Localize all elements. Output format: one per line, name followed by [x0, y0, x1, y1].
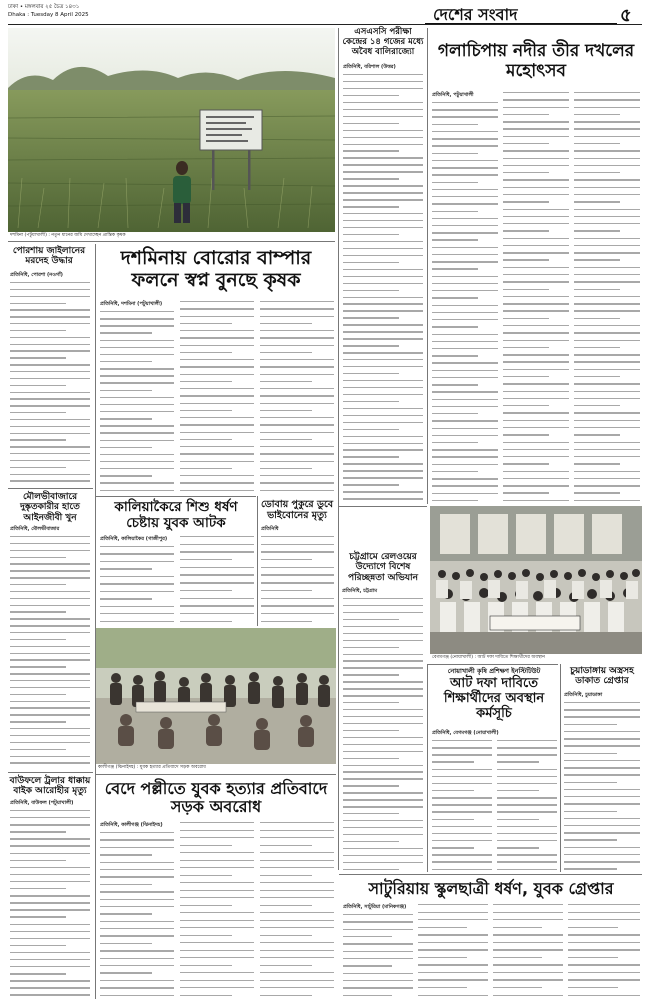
- road-blockade-photo: [96, 628, 336, 764]
- child-body-col2: [180, 536, 254, 622]
- satkhira-body-col3: [493, 904, 563, 996]
- river-byline: প্রতিনিধি, পটুয়াখালী: [432, 92, 474, 98]
- brief1-headline: পোরশায় জাইলানের মরদেহ উদ্ধার: [12, 246, 86, 267]
- exam-body: [343, 74, 423, 500]
- rail-headline: চট্টগ্রামে রেলওয়ের উদ্যোগে বিশেষ পরিচ্ছন্নতা অভিযান: [347, 552, 419, 583]
- farmer-body-col1: [100, 311, 174, 491]
- masthead-title: দেশের সংবাদ: [433, 5, 518, 24]
- brief1-byline: প্রতিনিধি, পোরশা (নওগাঁ): [10, 272, 63, 278]
- rail-byline: প্রতিনিধি, চট্টগ্রাম: [342, 588, 378, 594]
- farmer-photo-caption: দশমিনা (পটুয়াখালী) : নতুন ধানের জমি দেখাচ্ছেন প্রান্তিক কৃষক: [10, 233, 126, 238]
- noakhali-byline: প্রতিনিধি, বেগমগঞ্জ (নোয়াখালী): [432, 730, 499, 736]
- satkhira-byline: প্রতিনিধি, সাটুরিয়া (মানিকগঞ্জ): [343, 904, 407, 910]
- exam-byline: প্রতিনিধি, বরিশাল (উত্তর): [343, 64, 396, 70]
- noakhali-protest-photo: [430, 506, 642, 654]
- exam-headline: এসএসসি পরীক্ষা কেন্দ্রের ১৪ গজের মধ্যে অবৈধ বালিরাজ্যো: [342, 27, 424, 57]
- river-body-col1: [432, 102, 498, 502]
- road-body-col1: [100, 832, 174, 996]
- satkhira-body-col4: [568, 904, 640, 996]
- road-byline: প্রতিনিধি, কালীগঞ্জ (ঝিনাইদহ): [100, 822, 163, 828]
- child-byline: প্রতিনিধি, কালিয়াকৈর (গাজীপুর): [100, 536, 168, 542]
- child-body-col1: [100, 546, 174, 622]
- farmer-headline: দশমিনায় বোরোর বাম্পার ফলনে স্বপ্ন বুনছে কৃষক: [120, 247, 312, 291]
- river-headline: গলাচিপায় নদীর তীর দখলের মহোৎসব: [437, 41, 635, 81]
- child-headline: কালিয়াকৈরে শিশু ধর্ষণ চেষ্টায় যুবক আটক: [114, 499, 238, 531]
- farmer-body-col3: [260, 301, 334, 491]
- farmer-photo: [8, 28, 335, 232]
- date-bengali: ঢাকা • মঙ্গলবার ২৫ চৈত্র ১৪৩১: [8, 4, 80, 10]
- robbers-body: [564, 702, 640, 870]
- noakhali-body-col1: [432, 740, 492, 870]
- robbers-byline: প্রতিনিধি, চুয়াডাঙ্গা: [564, 692, 603, 698]
- trawler-headline: বাউফলে ট্রলার ধাক্কায় বাইক আরোহীর মৃত্যু: [9, 776, 91, 797]
- river-body-col3: [574, 92, 640, 502]
- farmer-body-col2: [180, 301, 254, 491]
- robbers-headline: চুয়াডাঙ্গায় অস্ত্রসহ ডাকাত গ্রেপ্তার: [570, 666, 634, 687]
- noakhali-headline: আট দফা দাবিতে শিক্ষার্থীদের অবস্থান কর্মসূচি: [443, 676, 545, 721]
- date-english: Dhaka : Tuesday 8 April 2025: [8, 12, 89, 18]
- road-headline: বেদে পল্লীতে যুবক হত্যার প্রতিবাদে সড়ক অবরোধ: [104, 779, 328, 817]
- satkhira-headline: সাটুরিয়ায় স্কুলছাত্রী ধর্ষণ, যুবক গ্রেপ্তার: [368, 879, 614, 898]
- road-photo-caption: কালীগঞ্জ (ঝিনাইদহ) : যুবক হত্যার প্রতিবাদে সড়ক অবরোধ: [98, 765, 206, 770]
- satkhira-body-col1: [343, 914, 413, 996]
- noakhali-kicker: নোয়াখালী কৃষি প্রশিক্ষণ ইনস্টিটিউট: [447, 667, 541, 675]
- brief1-body: [10, 282, 90, 482]
- rail-body: [343, 598, 423, 870]
- trawler-body: [10, 810, 90, 996]
- page-number: ৫: [620, 5, 632, 26]
- brief2-body: [10, 536, 90, 764]
- satkhira-body-col2: [418, 904, 488, 996]
- road-body-col2: [180, 822, 254, 996]
- road-body-col3: [260, 822, 334, 996]
- brief2-byline: প্রতিনিধি, মৌলভীবাজার: [10, 526, 60, 532]
- noakhali-body-col2: [497, 740, 557, 870]
- pond-headline: ডোবায় পুকুরে ডুবে ভাইবোনের মৃত্যু: [260, 499, 334, 521]
- masthead: [425, 2, 617, 24]
- brief2-headline: মৌলভীবাজারে দুষ্কৃতকারীর হাতে আইনজীবী খুন: [20, 492, 80, 523]
- pond-body: [261, 536, 334, 622]
- farmer-byline: প্রতিনিধি, দশমিনা (পটুয়াখালী): [100, 301, 163, 307]
- trawler-byline: প্রতিনিধি, বাউফল (পটুয়াখালী): [10, 800, 74, 806]
- river-body-col2: [503, 92, 569, 502]
- pond-byline: প্রতিনিধি: [261, 526, 279, 532]
- noakhali-photo-caption: বেগমগঞ্জ (নোয়াখালী) : আট দফা দাবিতে শিক্ষার্থীদের অবস্থান: [432, 655, 546, 660]
